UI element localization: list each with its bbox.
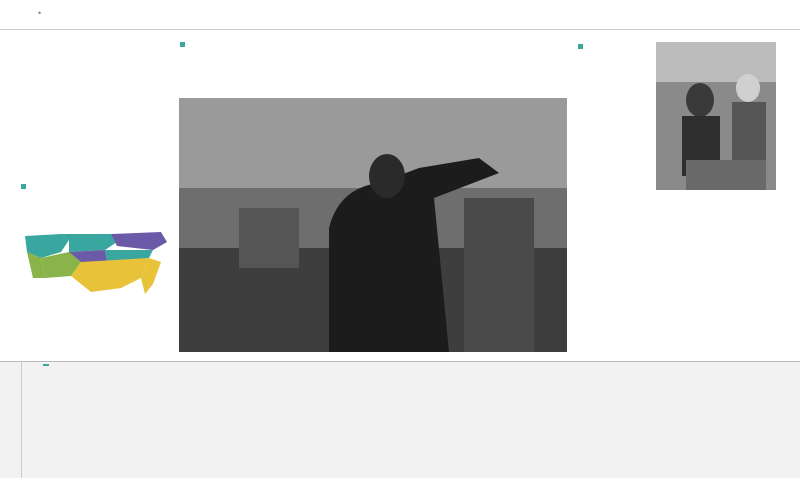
voter-registration-chart xyxy=(578,228,702,338)
mlk-speech-photo xyxy=(179,98,567,352)
rosa-parks-photo xyxy=(656,42,776,190)
rosa-heading xyxy=(578,42,586,51)
map-region-north xyxy=(61,234,117,252)
section-label: • xyxy=(38,8,42,18)
rosa-head xyxy=(686,83,714,117)
us-segregation-map xyxy=(21,228,171,298)
desk xyxy=(686,160,766,190)
crowd-left xyxy=(239,208,299,268)
map-caption xyxy=(21,338,171,343)
rosa-photo-wall xyxy=(656,42,776,82)
mlk-head xyxy=(369,154,405,198)
timeline xyxy=(0,361,800,478)
crowd-right xyxy=(464,198,534,352)
jim-crow-heading xyxy=(21,182,29,191)
washington-caption xyxy=(387,50,469,55)
map-region-south xyxy=(71,258,149,292)
mlk-heading xyxy=(180,40,188,49)
page-header xyxy=(0,0,800,30)
officer-head xyxy=(736,74,760,102)
timeline-lead xyxy=(21,362,106,478)
rosa-caption xyxy=(656,190,776,195)
timeline-heading xyxy=(43,364,49,366)
map-region-northeast xyxy=(111,232,167,250)
